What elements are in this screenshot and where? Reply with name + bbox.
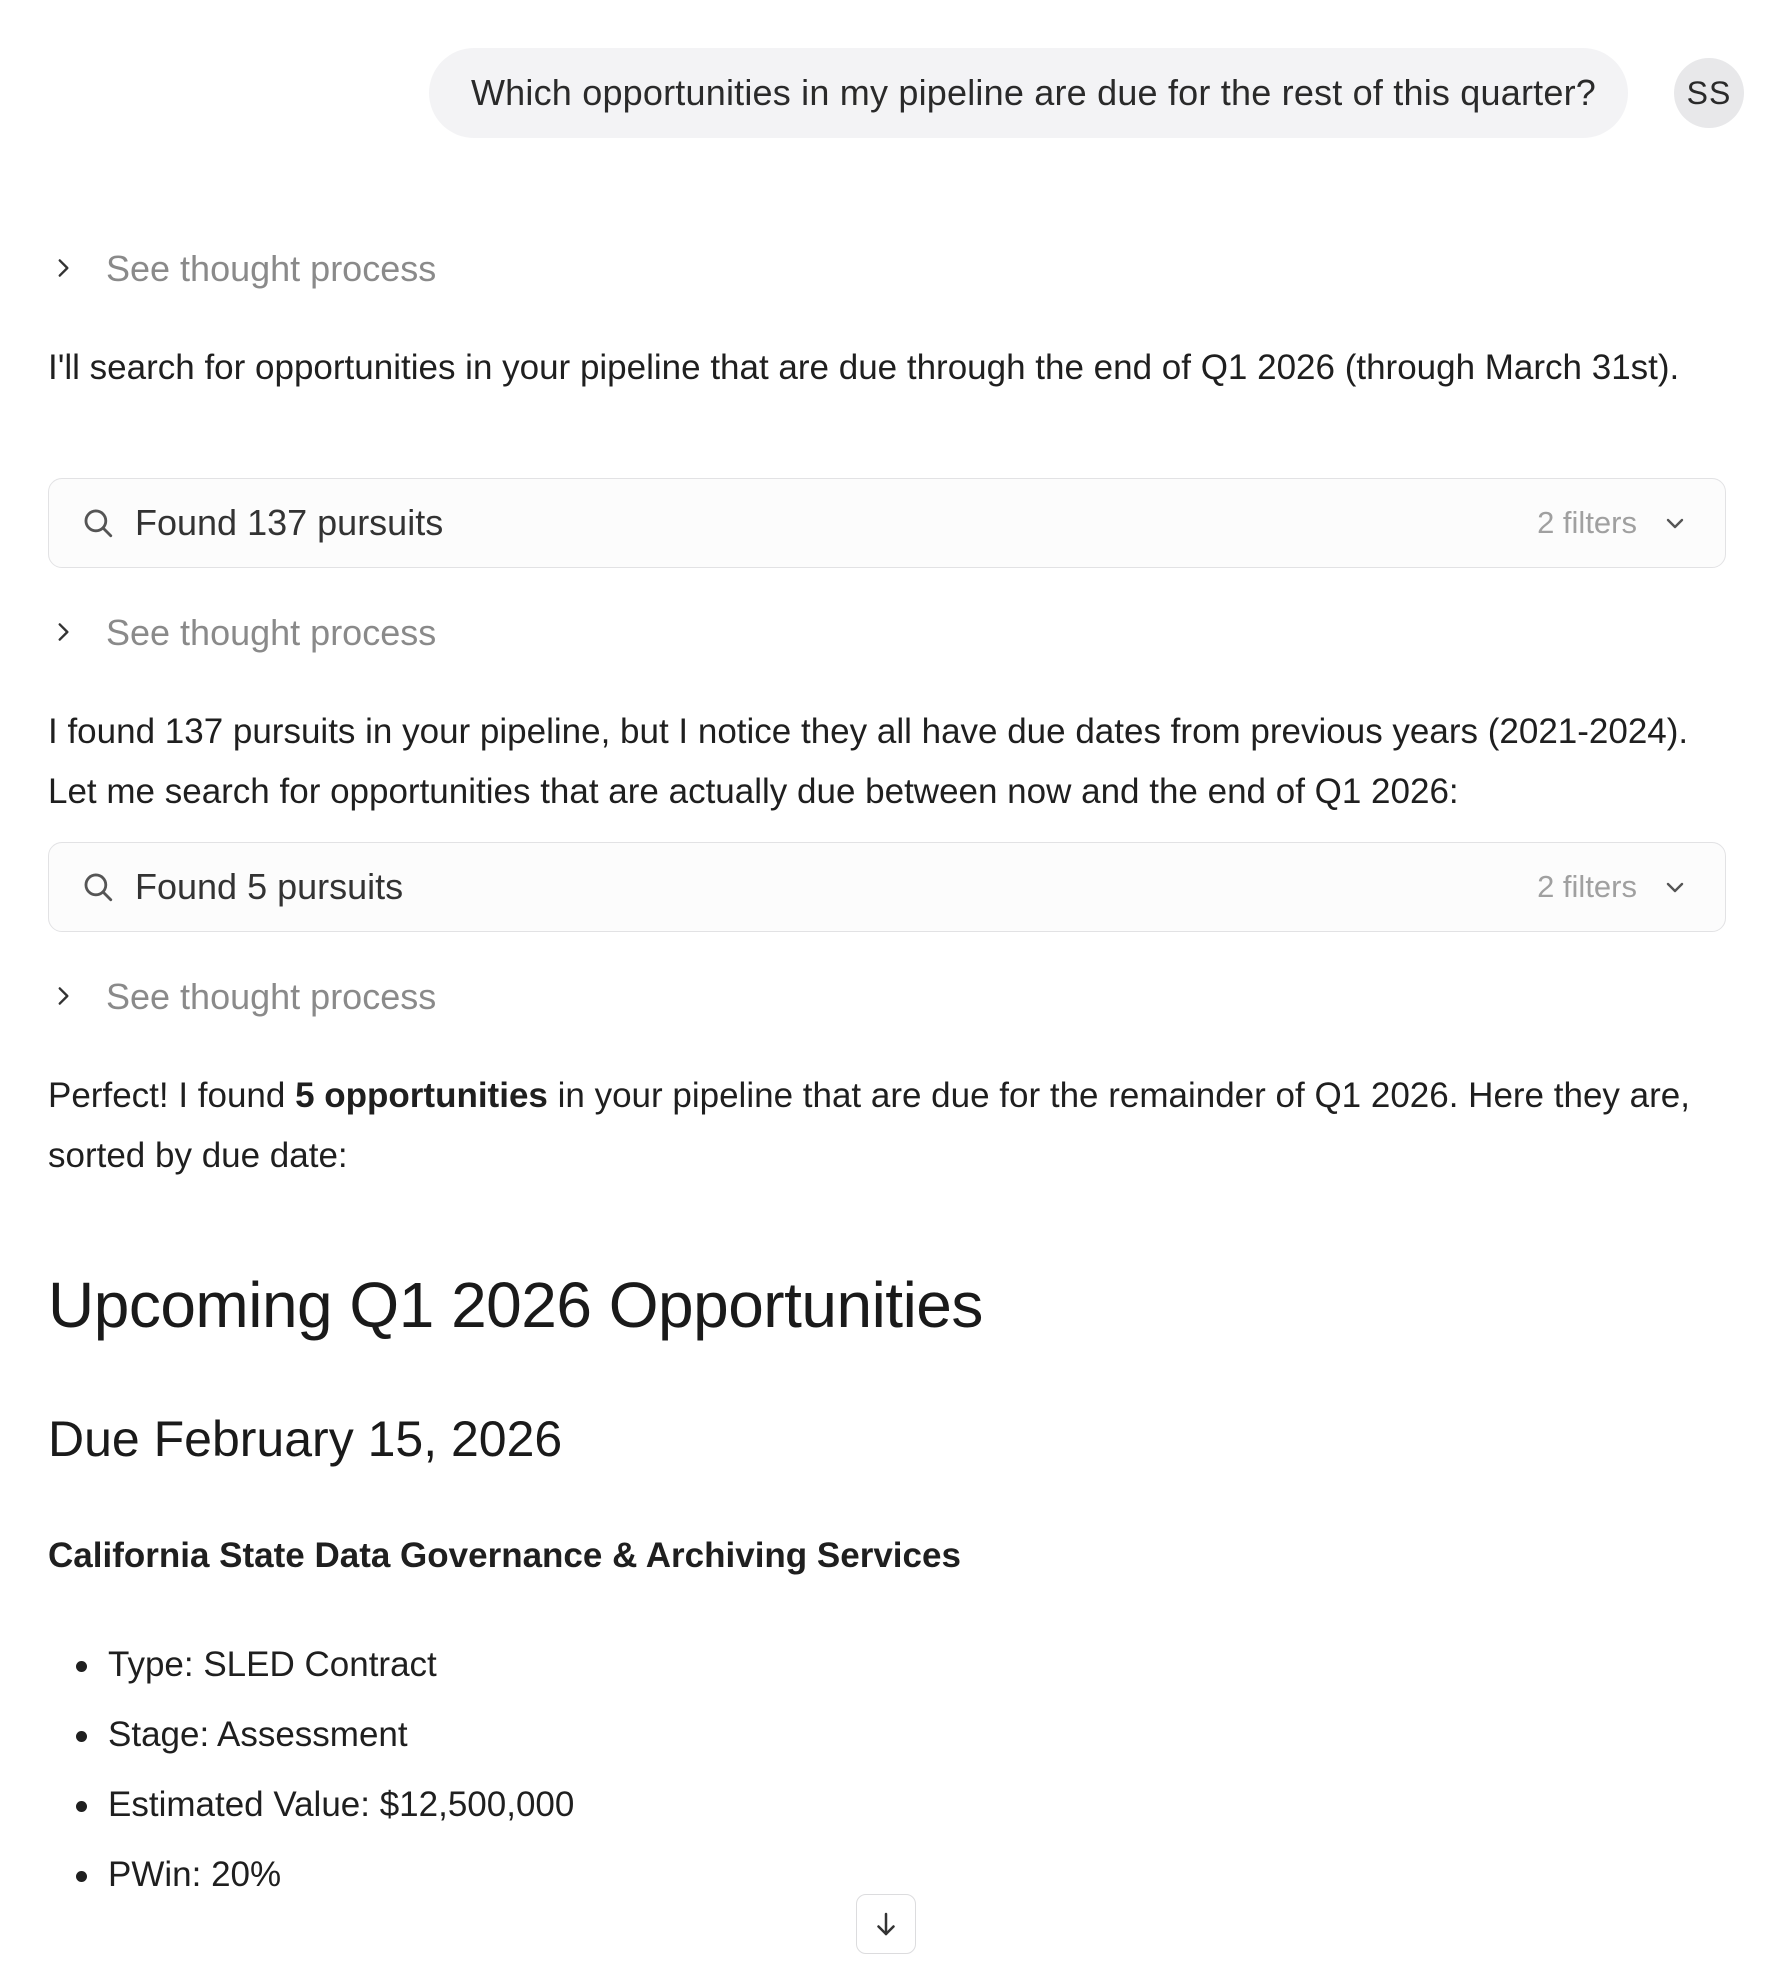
- thought-process-label: See thought process: [106, 612, 437, 653]
- thought-process-toggle[interactable]: [50, 612, 436, 654]
- filters-count: 2 filters: [1537, 869, 1637, 904]
- chevron-right-icon: [50, 248, 76, 290]
- user-message-bubble: [429, 48, 1628, 138]
- list-item: [48, 1776, 574, 1846]
- search-result-label: Found 137 pursuits: [135, 502, 444, 543]
- chevron-down-icon[interactable]: [1663, 511, 1687, 535]
- avatar[interactable]: [1674, 58, 1744, 128]
- bullet-dot: [76, 1661, 87, 1672]
- thought-process-toggle[interactable]: [50, 976, 436, 1018]
- user-message-row: [429, 48, 1744, 138]
- chevron-down-icon[interactable]: [1663, 875, 1687, 899]
- bullet-dot: [76, 1801, 87, 1812]
- assistant-paragraph: I found 137 pursuits in your pipeline, but I notice they all have due dates from previous years (2021-2024). Let me search for opportunities that are actually due between now and the end of Q1 2026:: [48, 712, 1689, 811]
- list-item-text: Type: SLED Contract: [108, 1645, 437, 1684]
- list-item-text: PWin: 20%: [108, 1855, 282, 1894]
- thought-process-toggle[interactable]: [50, 248, 436, 290]
- filters-count: 2 filters: [1537, 505, 1637, 540]
- assistant-paragraph: [48, 1066, 1738, 1186]
- assistant-paragraph: I'll search for opportunities in your pipeline that are due through the end of Q1 2026 (through March 31st).: [48, 348, 1680, 387]
- search-icon: [81, 870, 115, 904]
- section-heading: Upcoming Q1 2026 Opportunities: [48, 1269, 983, 1341]
- paragraph-text: in your pipeline that are due for the remainder of Q1 2026. Here they are, sorted by due date:: [48, 1076, 1690, 1175]
- due-date-heading: Due February 15, 2026: [48, 1411, 563, 1467]
- avatar-initials: SS: [1686, 74, 1732, 111]
- bullet-dot: [76, 1871, 87, 1882]
- search-result-card[interactable]: [48, 842, 1726, 932]
- search-result-card[interactable]: [48, 478, 1726, 568]
- scroll-to-bottom-button[interactable]: [856, 1894, 916, 1954]
- user-message-text: Which opportunities in my pipeline are due for the rest of this quarter?: [471, 72, 1596, 113]
- arrow-down-icon: [871, 1909, 901, 1939]
- chevron-right-icon: [50, 612, 76, 654]
- list-item: [48, 1706, 574, 1776]
- thought-process-label: See thought process: [106, 248, 437, 289]
- search-icon: [81, 506, 115, 540]
- list-item: [48, 1846, 574, 1916]
- opportunity-details-list: [48, 1636, 574, 1916]
- paragraph-text: Perfect! I found: [48, 1076, 296, 1115]
- paragraph-bold-count: 5 opportunities: [295, 1076, 548, 1115]
- chevron-right-icon: [50, 976, 76, 1018]
- list-item-text: Stage: Assessment: [108, 1715, 408, 1754]
- thought-process-label: See thought process: [106, 976, 437, 1017]
- list-item-text: Estimated Value: $12,500,000: [108, 1785, 575, 1824]
- opportunity-title: California State Data Governance & Archiving Services: [48, 1536, 961, 1575]
- bullet-dot: [76, 1731, 87, 1742]
- search-result-label: Found 5 pursuits: [135, 866, 404, 907]
- list-item: [48, 1636, 574, 1706]
